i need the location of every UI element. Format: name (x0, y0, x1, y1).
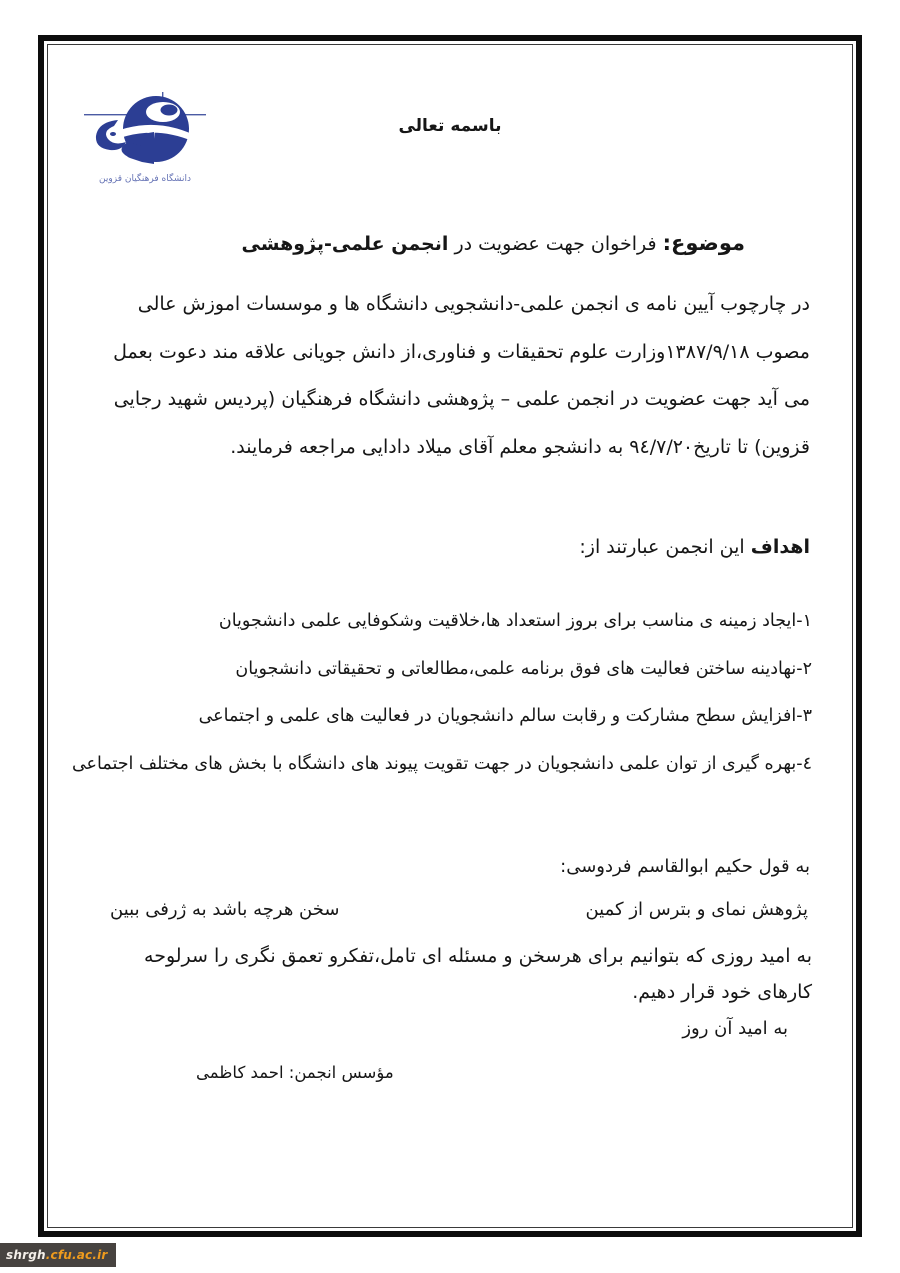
main-paragraph: در چارچوب آیین نامه ی انجمن علمی-دانشجویی دانشگاه ها و موسسات اموزش عالی مصوب ۱۳۸۷/۹/۱۸وزارت علوم تحقیقات و فناوری،از دانش جویانی علاقه مند دعوت بعمل می آید جهت عضویت در انجمن علمی – پژوهشی دانشگاه فرهنگیان (پردیس شهید رجایی قزوین) تا تاریخ۹٤/۷/۲۰ به دانشجو معلم آقای میلاد دادایی مراجعه فرمایند. (113, 293, 810, 458)
university-logo-icon (84, 153, 206, 172)
poem-couplet (110, 895, 808, 925)
poem-hemistich-right: پژوهش نمای و بترس از کمین (585, 899, 808, 920)
goal-item-1: ۱-ایجاد زمینه ی مناسب برای بروز استعداد ها،خلاقیت وشکوفایی علمی دانشجویان (218, 611, 812, 631)
quote-intro: به قول حکیم ابوالقاسم فردوسی: (560, 856, 810, 877)
watermark-suffix: .cfu.ac.ir (45, 1248, 108, 1262)
watermark-prefix: shrgh (6, 1248, 46, 1262)
hope-line: به امید آن روز (682, 1018, 788, 1039)
logo-caption: دانشگاه فرهنگیان قزوین (99, 174, 191, 184)
goal-item-2: ۲-نهادینه ساختن فعالیت های فوق برنامه علمی،مطالعاتی و تحقیقاتی دانشجویان (235, 658, 812, 679)
page-title: باسمه تعالی (398, 116, 502, 136)
poem-hemistich-left: سخن هرچه باشد به ژرفی ببین (110, 899, 340, 920)
goal-item-4: ٤-بهره گیری از توان علمی دانشجویان در جهت تقویت پیوند های دانشگاه با بخش های مختلف اجتماعی (71, 753, 812, 774)
goals-list (60, 598, 812, 788)
goals-heading (95, 532, 810, 562)
closing-paragraph: به امید روزی که بتوانیم برای هرسخن و مسئله ای تامل،تفکرو تعمق نگری را سرلوحه کارهای خود قرار دهیم. (144, 945, 812, 1003)
subject-text: فراخوان جهت عضویت در (448, 233, 663, 255)
goal-item-3: ۳-افزایش سطح مشارکت و رقابت سالم دانشجویان در فعالیت های علمی و اجتماعی (198, 706, 812, 726)
goals-heading-rest: این انجمن عبارتند از: (579, 536, 751, 558)
subject-line (120, 228, 745, 259)
founder-signature: مؤسس انجمن: احمد کاظمی (196, 1063, 394, 1082)
site-watermark (0, 1243, 116, 1267)
subject-emphasis: انجمن علمی-پژوهشی (241, 233, 449, 255)
logo-block (80, 92, 210, 184)
subject-label: موضوع: (662, 231, 745, 255)
goals-heading-bold: اهداف (750, 536, 810, 558)
